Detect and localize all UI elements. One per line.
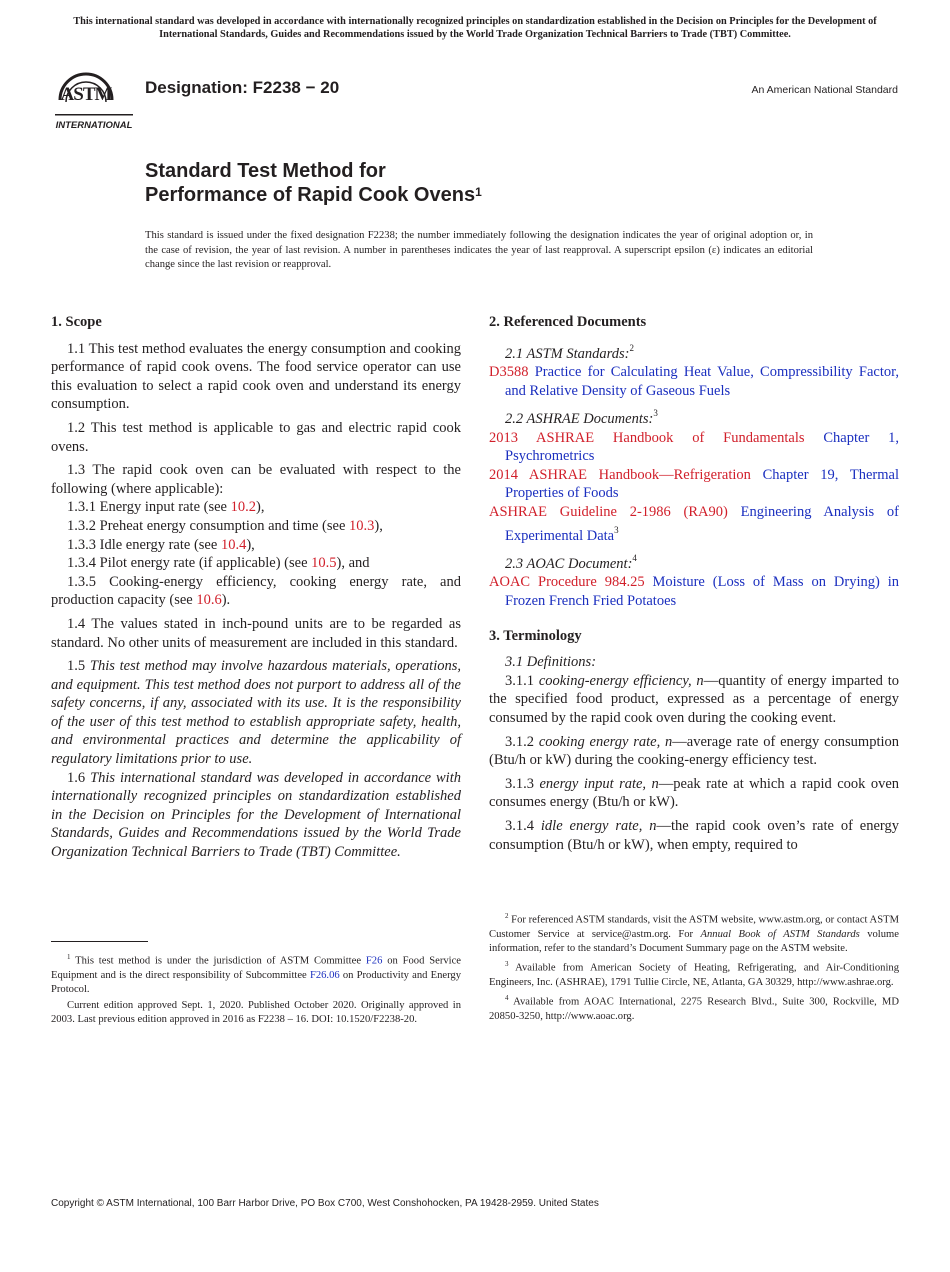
astm-international-logo-icon [52,56,136,132]
subcommittee-link-f26-06[interactable]: F26.06 [309,969,340,981]
subsection-3-1: 3.1 Definitions: [505,654,597,671]
reference-code-d3588[interactable]: D3588 [489,364,529,381]
designation: Designation: F2238 − 20 [145,78,340,97]
title-line-2: Performance of Rapid Cook Ovens$^1$ [145,184,482,206]
reference-title-ashrae-guideline[interactable]: Engineering Analysis of Experimental Data [505,504,899,544]
reference-title-ashrae-refrigeration[interactable]: Chapter 19, Thermal Properties of Foods [505,466,899,502]
reference-code-aoac[interactable]: AOAC Procedure 984.25 [489,574,645,591]
paragraph-1-4: 1.4 The values stated in inch-pound units are to be regarded as standard. No other units of measurement are included in this standard. [51,615,461,651]
list-item-1-3-4: 1.3.4 Pilot energy rate (if applicable) (see 10.5), and [67,555,370,572]
reference-title-d3588[interactable]: Practice for Calculating Heat Value, Compressibility Factor, and Relative Density of Gaseous Fuels [505,364,899,399]
subsection-2-3: 2.3 AOAC Document:$^4$ [505,553,637,572]
definition-3-1-1: 3.1.1 cooking-energy efficiency, n—quantity of energy imparted to the specified food product, expressed as a percentage of energy consumed by the rapid cook oven during the cooking event. [489,672,900,726]
list-item-1-3-3: 1.3.3 Idle energy rate (see 10.4), [67,536,255,553]
reference-code-ashrae-fundamentals[interactable]: 2013 ASHRAE Handbook of Fundamentals [489,429,805,446]
footnote-3: $^3$ Available from American Society of Heating, Refrigerating, and Air-Conditioning Engineers, Inc. (ASHRAE), 1791 Tullie Circle, NE, Atlanta, GA 30329, http://www.ashrae.org. [489,960,899,988]
section-heading-terminology: 3. Terminology [489,627,582,644]
committee-link-f26[interactable]: F26 [365,955,383,967]
reference-code-ashrae-refrigeration[interactable]: 2014 ASHRAE Handbook—Refrigeration [489,466,751,483]
reference-aoac [489,573,899,610]
footnote-1: $^1$ This test method is under the jurisdiction of ASTM Committee F26 on Food Service Equipment and is the direct responsibility of Subcommittee F26.06 on Productivity and Energy Protocol. [51,953,462,995]
paragraph-1-6: 1.6 This international standard was developed in accordance with internationally recognized principles on standardization established in the Decision on Principles for the Development of International Standards, Guides and Recommendations issued by the World Trade Organization Technical Barriers to Trade (TBT) Committee. [51,769,461,861]
section-link-10-3[interactable]: 10.3 [349,517,375,534]
wto-notice: This international standard was developed in accordance with internationally recognized principles on standardization established in the Decision on Principles for the Development of International Standards, Guides and Recommendations issued by the World Trade Organization Technical Barriers to Trade (TBT) Committee. [73,16,877,40]
reference-code-ashrae-guideline[interactable]: ASHRAE Guideline 2-1986 (RA90) [489,504,728,520]
paragraph-1-5: 1.5 This test method may involve hazardous materials, operations, and equipment. This test method does not purport to address all of the safety concerns, if any, associated with its use. It is the responsibility of the user of this test method to establish appropriate safety, health, and environmental practices and determine the applicability of regulatory limitations prior to use. [51,658,461,768]
list-item-1-3-5: 1.3.5 Cooking-energy efficiency, cooking energy rate, and production capacity (see 10.6). [51,573,461,609]
american-national-standard-label: An American National Standard [751,84,898,96]
right-column [489,313,899,854]
section-link-10-6[interactable]: 10.6 [196,592,222,609]
section-link-10-2[interactable]: 10.2 [230,499,256,516]
definition-3-1-2: 3.1.2 cooking energy rate, n—average rate of energy consumption (Btu/h or kW) during the cooking-energy efficiency test. [489,733,900,769]
title-line-1: Standard Test Method for [145,160,386,182]
title-footnote-ref[interactable]: 1 [475,185,482,199]
copyright-footer: Copyright © ASTM International, 100 Barr Harbor Drive, PO Box C700, West Conshohocken, PA 19428-2959. United States [51,1198,599,1209]
section-heading-referenced-documents: 2. Referenced Documents [489,314,647,330]
section-heading-scope: 1. Scope [51,314,102,330]
footnote-2: $^2$ For referenced ASTM standards, visit the ASTM website, www.astm.org, or contact ASTM Customer Service at service@astm.org. For Annual Book of ASTM Standards volume information, refer to the standard’s Document Summary page on the ASTM website. [489,912,899,954]
right-footnotes [489,909,899,1024]
left-column [51,313,461,862]
footnote-4: $^4$ Available from AOAC International, 2275 Research Blvd., Suite 300, Rockville, MD 20850-3250, http://www.aoac.org. [489,994,899,1022]
definition-3-1-3: 3.1.3 energy input rate, n—peak rate at which a rapid cook oven consumes energy (Btu/h or kW). [489,775,900,811]
svg-text:ASTM: ASTM [60,84,112,105]
reference-title-aoac[interactable]: Moisture (Loss of Mass on Drying) in Frozen French Fried Potatoes [505,574,899,610]
subsection-2-2: 2.2 ASHRAE Documents:$^3$ [505,408,658,428]
definition-3-1-4: 3.1.4 idle energy rate, n—the rapid cook oven’s rate of energy consumption (Btu/h or kW), when empty, required to [489,817,899,853]
document-title [145,159,482,207]
edition-note: Current edition approved Sept. 1, 2020. Published October 2020. Originally approved in 2003. Last previous edition approved in 2016 as F2238 – 16. DOI: 10.1520/F2238-20. [51,1000,461,1026]
paragraph-1-2: 1.2 This test method is applicable to gas and electric rapid cook ovens. [51,419,461,455]
reference-d3588 [489,363,899,400]
footnote-divider [51,941,148,942]
left-footnotes [51,941,461,1028]
reference-ashrae-fundamentals [489,429,899,466]
section-link-10-4[interactable]: 10.4 [220,536,247,553]
svg-text:INTERNATIONAL: INTERNATIONAL [55,120,133,131]
list-item-1-3-2: 1.3.2 Preheat energy consumption and time (see 10.3), [67,517,383,534]
reference-title-ashrae-fundamentals[interactable]: Chapter 1, Psychrometrics [505,429,900,465]
paragraph-1-1: 1.1 This test method evaluates the energy consumption and cooking performance of rapid cook ovens. The food service operator can use this evaluation to select a rapid cook oven and understand its energy consumption. [51,340,461,413]
list-item-1-3-1: 1.3.1 Energy input rate (see 10.2), [67,499,265,516]
reference-ashrae-guideline: ASHRAE Guideline 2-1986 (RA90) Engineering Analysis of Experimental Data$^3$ [489,504,899,544]
subsection-2-1: 2.1 ASTM Standards:$^2$ [505,342,634,362]
section-link-10-5[interactable]: 10.5 [311,555,337,572]
paragraph-1-3: 1.3 The rapid cook oven can be evaluated with respect to the following (where applicable): [51,462,461,497]
reference-ashrae-refrigeration [489,466,899,503]
issuance-note: This standard is issued under the fixed designation F2238; the number immediately following the designation indicates the year of original adoption or, in the case of revision, the year of last revision. A number in parentheses indicates the year of last reapproval. A superscript epsilon (ε) indicates an editorial change since the last revision or reapproval. [145,230,813,271]
